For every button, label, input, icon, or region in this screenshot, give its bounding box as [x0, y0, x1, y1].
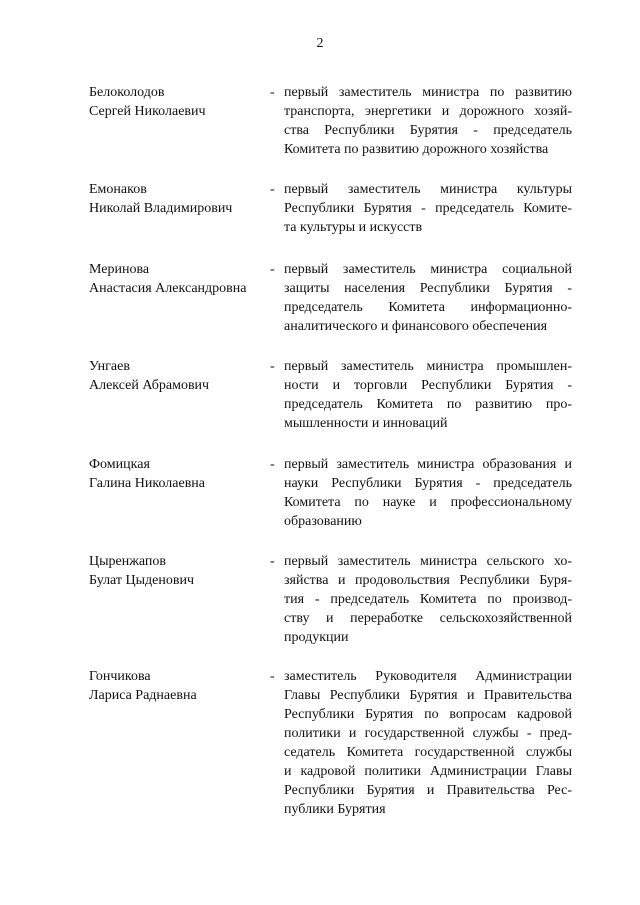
- member-name: [89, 552, 264, 590]
- role-line: первый заместитель министра социальной: [284, 262, 572, 277]
- role-line: ству и переработке сельскохозяйственной: [284, 611, 572, 626]
- role-line: заместитель Руководителя Администрации: [284, 669, 572, 684]
- role-line: образованию: [284, 514, 362, 529]
- role-line: та культуры и искусств: [284, 220, 423, 235]
- member-given-names: Булат Цыденович: [89, 573, 195, 588]
- role-line: аналитического и финансового обеспечения: [284, 319, 548, 334]
- member-role: [284, 83, 572, 159]
- role-line: ности и торговли Республики Бурятия -: [284, 378, 572, 393]
- role-line: мышленности и инноваций: [284, 416, 448, 431]
- member-name: [89, 260, 264, 298]
- role-line: первый заместитель министра образования и: [284, 457, 572, 472]
- member-role: [284, 667, 572, 819]
- member-role: [284, 357, 572, 433]
- separator-dash: -: [270, 182, 275, 197]
- member-surname: Емонаков: [89, 182, 147, 197]
- role-line: первый заместитель министра культуры: [284, 182, 572, 197]
- member-role: [284, 455, 572, 531]
- role-line: продукции: [284, 630, 349, 645]
- separator-dash: -: [270, 359, 275, 374]
- member-name: [89, 357, 264, 395]
- separator-dash: -: [270, 457, 275, 472]
- member-surname: Белоколодов: [89, 85, 165, 100]
- role-line: защиты населения Республики Бурятия -: [284, 281, 572, 296]
- member-name: [89, 180, 264, 218]
- member-given-names: Николай Владимирович: [89, 201, 233, 216]
- member-surname: Фомицкая: [89, 457, 150, 472]
- role-line: председатель Комитета по развитию про-: [284, 397, 572, 412]
- separator-dash: -: [270, 554, 275, 569]
- role-line: Комитета по развитию дорожного хозяйства: [284, 142, 549, 157]
- role-line: первый заместитель министра по развитию: [284, 85, 572, 100]
- member-role: [284, 552, 572, 647]
- member-given-names: Галина Николаевна: [89, 476, 206, 491]
- role-line: первый заместитель министра сельского хо-: [284, 554, 572, 569]
- separator-dash: -: [270, 669, 275, 684]
- role-line: тия - председатель Комитета по производ-: [284, 592, 572, 607]
- role-line: Республики Бурятия и Правительства Рес-: [284, 783, 572, 798]
- member-name: [89, 83, 264, 121]
- role-line: политики и государственной службы - пред-: [284, 726, 572, 741]
- member-given-names: Сергей Николаевич: [89, 104, 206, 119]
- separator-dash: -: [270, 85, 275, 100]
- role-line: седатель Комитета государственной службы: [284, 745, 572, 760]
- role-line: Республики Бурятия - председатель Комите-: [284, 201, 572, 216]
- role-line: первый заместитель министра промышлен-: [284, 359, 572, 374]
- member-role: [284, 260, 572, 336]
- role-line: транспорта, энергетики и дорожного хозяй-: [284, 104, 572, 119]
- member-role: [284, 180, 572, 237]
- member-name: [89, 455, 264, 493]
- role-line: Главы Республики Бурятия и Правительства: [284, 688, 572, 703]
- role-line: науки Республики Бурятия - председатель: [284, 476, 572, 491]
- member-surname: Гончикова: [89, 669, 151, 684]
- member-name: [89, 667, 264, 705]
- role-line: ства Республики Бурятия - председатель: [284, 123, 572, 138]
- page-number: 2: [316, 36, 324, 51]
- member-surname: Меринова: [89, 262, 150, 277]
- member-surname: Унгаев: [89, 359, 130, 374]
- member-surname: Цыренжапов: [89, 554, 167, 569]
- separator-dash: -: [270, 262, 275, 277]
- role-line: Комитета по науке и профессиональному: [284, 495, 572, 510]
- role-line: публики Бурятия: [284, 802, 386, 817]
- role-line: и кадровой политики Администрации Главы: [284, 764, 572, 779]
- member-given-names: Анастасия Александровна: [89, 281, 247, 296]
- role-line: Республики Бурятия по вопросам кадровой: [284, 707, 572, 722]
- member-given-names: Лариса Раднаевна: [89, 688, 197, 703]
- member-given-names: Алексей Абрамович: [89, 378, 210, 393]
- role-line: зяйства и продовольствия Республики Буря-: [284, 573, 572, 588]
- role-line: председатель Комитета информационно-: [284, 300, 572, 315]
